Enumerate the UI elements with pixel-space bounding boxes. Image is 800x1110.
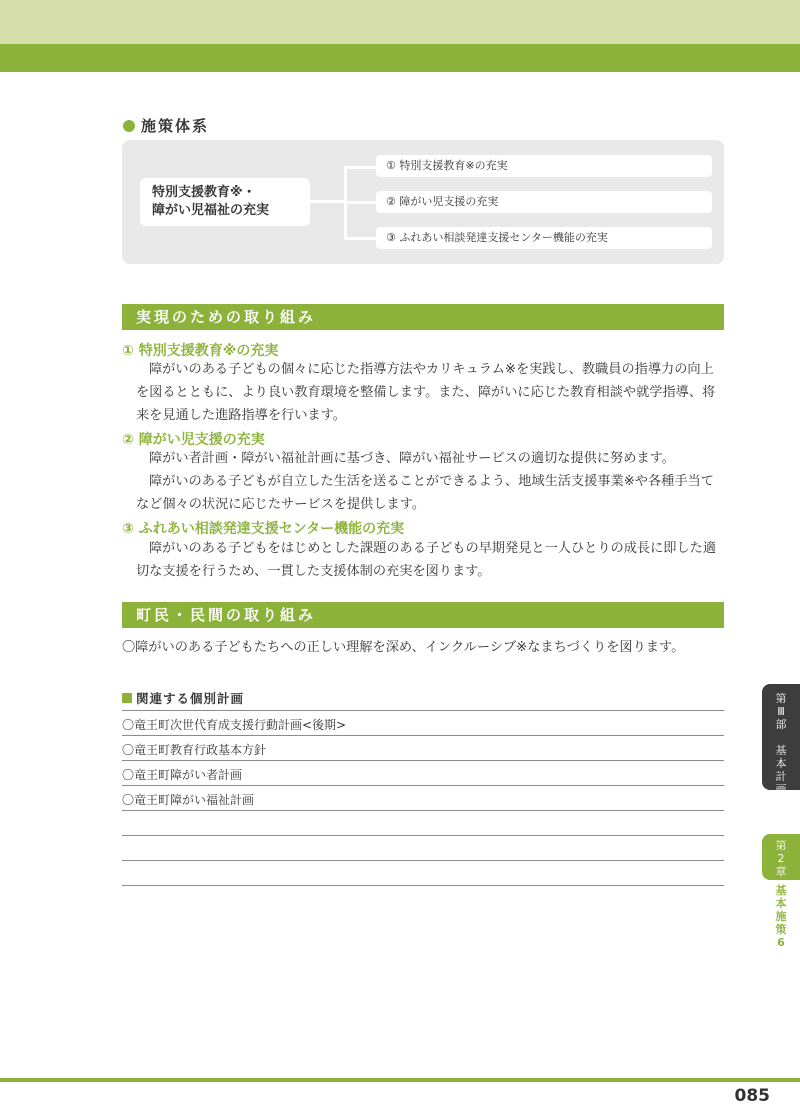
rule-line [122, 835, 724, 836]
related-item-3: 〇竜王町障がい者計画 [122, 768, 243, 782]
related-item-2: 〇竜王町教育行政基本方針 [122, 743, 267, 757]
effort-title-3: ③ ふれあい相談発達支援センター機能の充実 [122, 521, 405, 537]
policy-item-2: ② 障がい児支援の充実 [376, 191, 712, 213]
header-band [0, 0, 800, 44]
part-tab-label: 第 Ⅲ 部 基 本 計 画 [775, 692, 787, 796]
related-heading [122, 689, 244, 707]
efforts-heading-bar [122, 304, 724, 330]
related-item-4: 〇竜王町障がい福祉計画 [122, 793, 255, 807]
town-text: 〇障がいのある子どもたちへの正しい理解を深め、インクルーシブ※なまちづくりを図ります。 [122, 640, 685, 655]
rule-line [122, 810, 724, 811]
effort-title-2: ② 障がい児支援の充実 [122, 432, 265, 448]
header-bar [0, 44, 800, 72]
rule-line [122, 885, 724, 886]
policy-heading-text: 施策体系 [141, 117, 210, 135]
related-item-1: 〇竜王町次世代育成支援行動計画<後期> [122, 718, 347, 732]
page-number: 085 [734, 1086, 770, 1106]
efforts-heading: 実現のための取り組み [136, 308, 317, 326]
rule-line [122, 710, 724, 711]
sub-policy-text: 基 本 施 策 6 [775, 884, 787, 949]
town-heading-bar [122, 602, 724, 628]
rule-line [122, 735, 724, 736]
connector-branch-1 [344, 166, 376, 169]
policy-main-line1: 特別支援教育※・ [152, 185, 256, 200]
effort-para-2b: 障がいのある子どもが自立した生活を送ることができるよう、地域生活支援事業※や各種手当てなど個々の状況に応じたサービスを提供します。 [136, 474, 714, 512]
policy-heading [123, 115, 209, 136]
policy-item-1: ① 特別支援教育※の充実 [376, 155, 712, 177]
policy-item-3: ③ ふれあい相談発達支援センター機能の充実 [376, 227, 712, 249]
connector-branch-2 [344, 201, 376, 204]
square-bullet-icon [122, 693, 132, 703]
sub-policy-label [762, 884, 800, 949]
connector-horizontal [310, 200, 344, 203]
chapter-tab-label: 第 2 章 [775, 839, 787, 878]
part-tab [762, 684, 800, 796]
rule-line [122, 785, 724, 786]
footer-line [0, 1078, 800, 1082]
chapter-tab [762, 834, 800, 880]
town-heading: 町民・民間の取り組み [136, 606, 317, 624]
policy-main-line2: 障がい児福祉の充実 [152, 203, 270, 218]
policy-diagram [122, 140, 724, 264]
effort-title-1: ① 特別支援教育※の充実 [122, 343, 279, 359]
bullet-dot-icon [123, 120, 135, 132]
related-heading-text: 関連する個別計画 [136, 691, 245, 706]
effort-para-1: 障がいのある子どもの個々に応じた指導方法やカリキュラム※を実践し、教職員の指導力の向上を図るとともに、より良い教育環境を整備します。また、障がいに応じた教育相談や就学指導、将来を見通した進路指導を行います。 [136, 362, 716, 423]
effort-para-2a: 障がい者計画・障がい福祉計画に基づき、障がい福祉サービスの適切な提供に努めます。 [149, 451, 675, 466]
rule-line [122, 760, 724, 761]
connector-branch-3 [344, 237, 376, 240]
policy-main-box [140, 178, 310, 226]
rule-line [122, 860, 724, 861]
effort-para-3: 障がいのある子どもをはじめとした課題のある子どもの早期発見と一人ひとりの成長に即した適切な支援を行うため、一貫した支援体制の充実を図ります。 [136, 541, 717, 579]
